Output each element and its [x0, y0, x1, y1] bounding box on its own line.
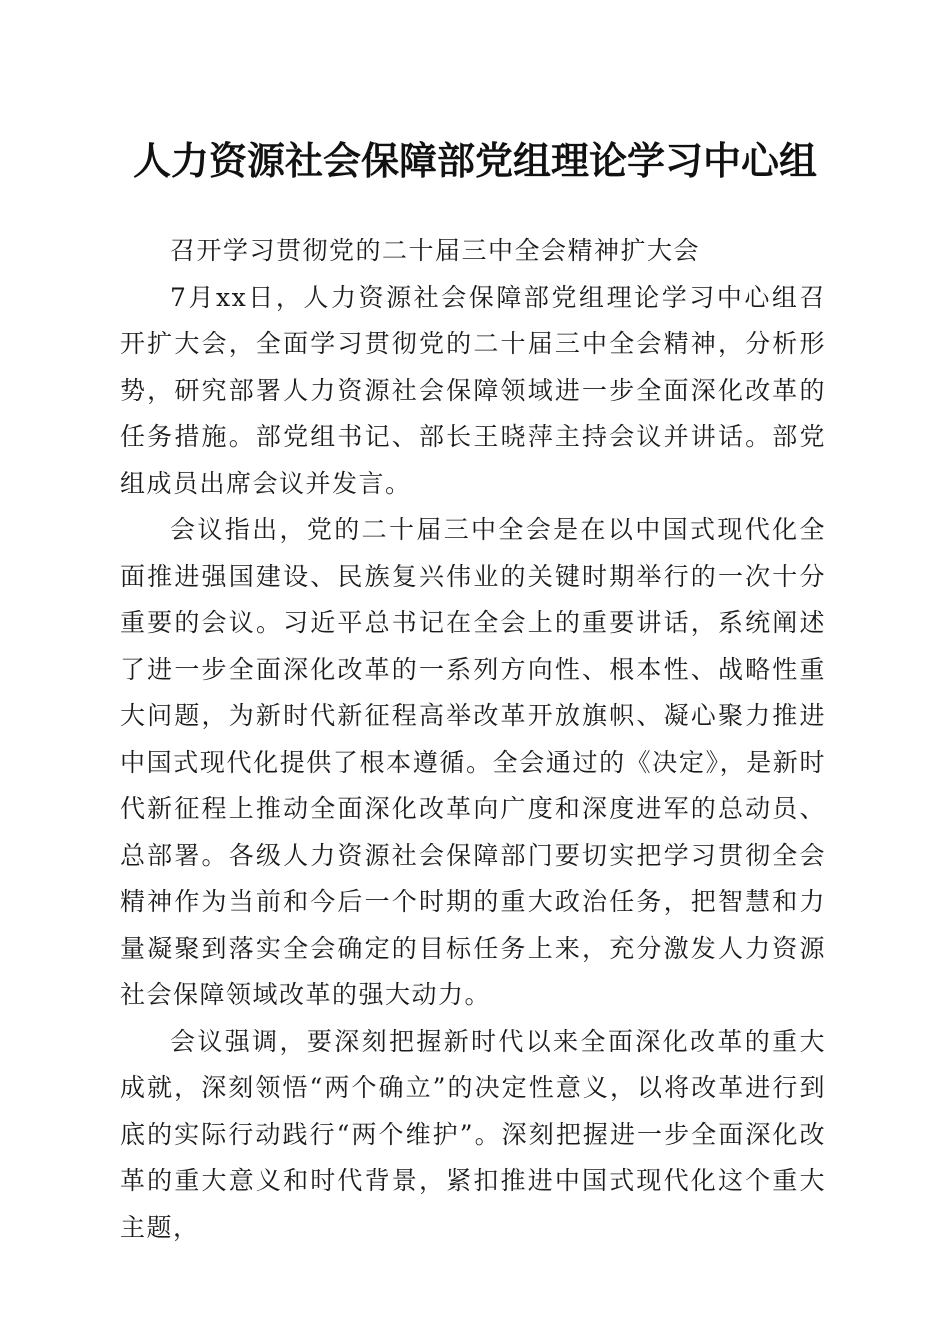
- paragraph-meeting-emphasized: 会议强调，要深刻把握新时代以来全面深化改革的重大成就，深刻领悟“两个确立”的决定性意义，以将改革进行到底的实际行动践行“两个维护”。深刻把握进一步全面深化改革的重大意义和时代背景，紧扣推进中国式现代化这个重大主题，: [120, 1026, 826, 1242]
- paragraph-meeting-pointed-out: 会议指出，党的二十届三中全会是在以中国式现代化全面推进强国建设、民族复兴伟业的关键时期举行的一次十分重要的会议。习近平总书记在全会上的重要讲话，系统阐述了进一步全面深化改革的一系列方向性、根本性、战略性重大问题，为新时代新征程高举改革开放旗帜、凝心聚力推进中国式现代化提供了根本遵循。全会通过的《决定》，是新时代新征程上推动全面深化改革向广度和深度进军的总动员、总部署。各级人力资源社会保障部门要切实把学习贯彻全会精神作为当前和今后一个时期的重大政治任务，把智慧和力量凝聚到落实全会确定的目标任务上来，充分激发人力资源社会保障领域改革的强大动力。: [120, 515, 826, 1009]
- document-body: [120, 228, 826, 1251]
- paragraph-meeting-intro: 7月xx日，人力资源社会保障部党组理论学习中心组召开扩大会，全面学习贯彻党的二十届三中全会精神，分析形势，研究部署人力资源社会保障领域进一步全面深化改革的任务措施。部党组书记、部长王晓萍主持会议并讲话。部党组成员出席会议并发言。: [120, 282, 826, 498]
- document-title: 人力资源社会保障部党组理论学习中心组: [132, 138, 817, 183]
- paragraph-subtitle: 召开学习贯彻党的二十届三中全会精神扩大会: [170, 236, 701, 265]
